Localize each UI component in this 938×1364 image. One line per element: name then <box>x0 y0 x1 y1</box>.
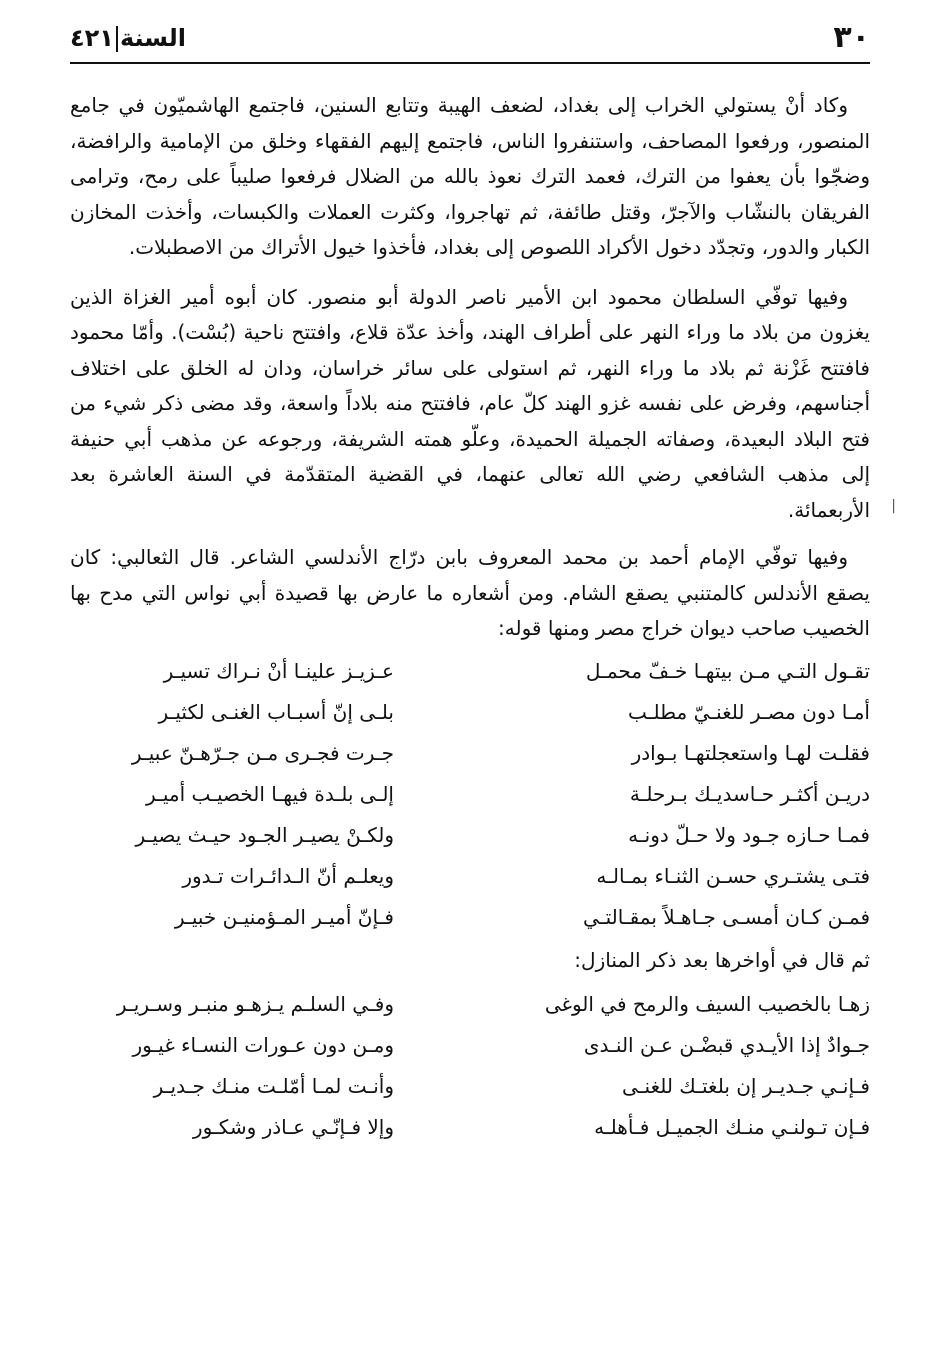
verse-row <box>70 1025 870 1066</box>
paragraph-2: وفيها توفّي السلطان محمود ابن الأمير ناصر الدولة أبو منصور. كان أبوه أمير الغزاة الذين يغزون من بلاد ما وراء النهر على أطراف الهند، وأخذ عدّة قلاع، وافتتح ناحية (بُسْت). وأمّا محمود فافتتح غَزْنة ثم بلاد ما وراء النهر، ثم استولى على سائر خراسان، ودان له الخلق على اختلاف أجناسهم، وفرض على نفسه غزو الهند كلّ عام، فافتتح منه بلاداً واسعة، وقد مضى ذكر شيء من فتح البلاد البعيدة، وصفاته الجميلة الحميدة، وعلّو همته الشريفة، ورجوعه عن مذهب أبي حنيفة إلى مذهب الشافعي رضي الله تعالى عنهما، في القضية المتقدّمة في السنة العاشرة بعد الأربعمائة. <box>70 284 870 522</box>
verse-second-hemistich: وأنـت لمـا أمّلـت منـك جـديـر <box>153 1074 394 1098</box>
verse-first-hemistich: فـإن تـولنـي منـك الجميـل فـأهلـه <box>594 1115 870 1139</box>
running-title <box>70 24 186 52</box>
verse-second-hemistich: إلـى بلـدة فيهـا الخصيـب أميـر <box>145 782 394 806</box>
verse-first-hemistich: فـإنـي جـديـر إن بلغتـك للغنـى <box>622 1074 870 1098</box>
margin-mark: | <box>891 498 896 514</box>
paragraph-1: وكاد أنْ يستولي الخراب إلى بغداد، لضعف الهيبة وتتابع السنين، فاجتمع الهاشميّون في جامع المنصور، ورفعوا المصاحف، واستنفروا الناس، فاجتمع إليهم الفقهاء وخلق من الإمامية والرافضة، وضجّوا بأن يعفوا من الترك، فعمد الترك نعوذ بالله من الضلال فرفعوا صليباً على رمح، وترامى الفريقان بالنشّاب والآجرّ، وقتل طائفة، ثم تهاجروا، وكثرت العملات والكبسات، وأخذت المخازن الكبار والدور، وتجدّد دخول الأكراد اللصوص إلى بغداد، فأخذوا خيول الأتراك من الاصطبلات. <box>70 93 870 259</box>
verse-row <box>70 1107 870 1148</box>
running-title-year-label: السنة <box>119 24 186 52</box>
poem-intro: ثم قال في أواخرها بعد ذكر المنازل: <box>574 947 870 972</box>
poem-2 <box>70 984 870 1148</box>
verse-second-hemistich: ويعلـم أنّ الـدائـرات تـدور <box>182 864 394 888</box>
verse-second-hemistich: ومـن دون عـورات النسـاء غيـور <box>132 1033 394 1057</box>
verse-row <box>70 774 870 815</box>
verse-row <box>70 651 870 692</box>
verse-first-hemistich: فمـن كـان أمسـى جـاهـلاً بمقـالتـي <box>583 905 870 929</box>
verse-first-hemistich: فقلـت لهـا واستعجلتهـا بـوادر <box>631 741 870 765</box>
verse-second-hemistich: وإلا فـإنّـي عـاذر وشكـور <box>192 1115 394 1139</box>
verse-row <box>70 856 870 897</box>
verse-row <box>70 1066 870 1107</box>
running-title-year: ٤٢١ <box>70 24 114 52</box>
verse-row <box>70 897 870 938</box>
verse-row <box>70 692 870 733</box>
verse-first-hemistich: دريـن أكثـر حـاسديـك بـرحلـة <box>629 782 870 806</box>
poem-1 <box>70 651 870 938</box>
verse-row <box>70 815 870 856</box>
verse-first-hemistich: تقـول التـي مـن بيتهـا خـفّ محمـل <box>585 659 870 683</box>
paragraph-3: وفيها توفّي الإمام أحمد بن محمد المعروف بابن درّاج الأندلسي الشاعر. قال الثعالبي: كان يصقع الأندلس كالمتنبي يصقع الشام. ومن أشعاره ما عارض بها قصيدة أبي نواس التي مدح بها الخصيب صاحب ديوان خراج مصر ومنها قوله: <box>70 545 870 640</box>
verse-first-hemistich: زهـا بالخصيب السيف والرمح في الوغى <box>544 992 870 1016</box>
verse-second-hemistich: وفـي السلـم يـزهـو منبـر وسـريـر <box>116 992 394 1016</box>
page-number: ٣٠ <box>833 20 870 55</box>
verse-first-hemistich: جـوادٌ إذا الأيـدي قبضْـن عـن النـدى <box>583 1033 870 1057</box>
verse-second-hemistich: فـإنّ أميـر المـؤمنيـن خبيـر <box>174 905 394 929</box>
verse-row <box>70 733 870 774</box>
title-separator <box>116 26 118 52</box>
verse-first-hemistich: أمـا دون مصـر للغنـيّ مطلـب <box>627 700 870 724</box>
book-page <box>70 18 870 1148</box>
verse-second-hemistich: جـرت فجـرى مـن جـرّهـنّ عبيـر <box>131 741 394 765</box>
verse-second-hemistich: عـزيـز علينـا أنْ نـراك تسيـر <box>163 659 394 683</box>
verse-second-hemistich: ولكـنْ يصيـر الجـود حيـث يصيـر <box>135 823 394 847</box>
page-header <box>70 18 870 64</box>
verse-row <box>70 984 870 1025</box>
verse-first-hemistich: فتـى يشتـري حسـن الثنـاء بمـالـه <box>596 864 870 888</box>
verse-first-hemistich: فمـا حـازه جـود ولا حـلّ دونـه <box>628 823 870 847</box>
verse-second-hemistich: بلـى إنّ أسبـاب الغنـى لكثيـر <box>158 700 394 724</box>
